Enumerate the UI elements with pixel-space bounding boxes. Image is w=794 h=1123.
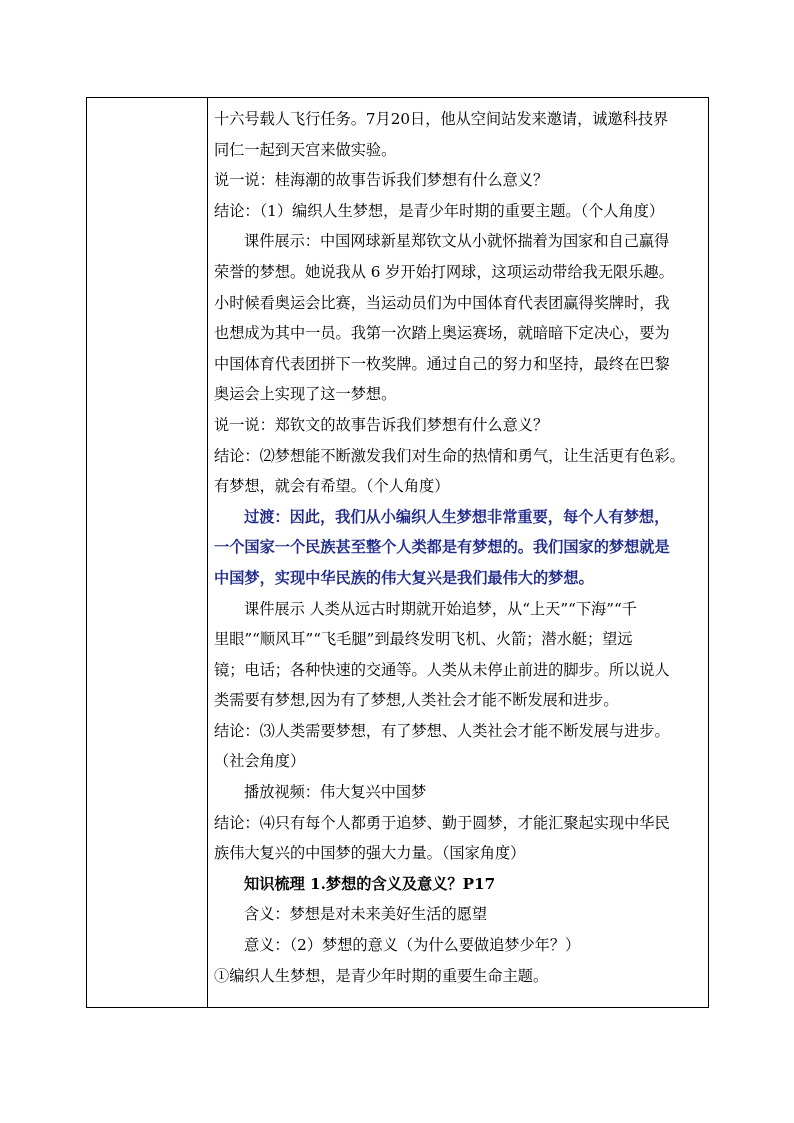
- text-line: ①编织人生梦想，是青少年时期的重要生命主题。: [214, 966, 549, 985]
- text-line: （社会角度）: [214, 752, 306, 771]
- text-line: 说一说：桂海潮的故事告诉我们梦想有什么意义？: [214, 171, 549, 190]
- text-line: 中国体育代表团拼下一枚奖牌。通过自己的努力和坚持，最终在巴黎: [214, 354, 670, 373]
- text-line: 知识梳理 1.梦想的含义及意义？P17: [244, 874, 496, 893]
- text-line: 有梦想，就会有希望。（个人角度）: [214, 477, 450, 496]
- text-line: 结论：⑶人类需要梦想，有了梦想、人类社会才能不断发展与进步。: [214, 721, 670, 740]
- text-line: 荣誉的梦想。她说我从 6 岁开始打网球，这项运动带给我无限乐趣。: [214, 262, 674, 281]
- text-line: 一个国家一个民族甚至整个人类都是有梦想的。我们国家的梦想就是: [214, 538, 670, 557]
- text-line: 意义：（2）梦想的意义（为什么要做追梦少年？）: [244, 936, 581, 955]
- text-line: 十六号载人飞行任务。7月20日，他从空间站发来邀请，诚邀科技界: [214, 110, 669, 128]
- text-line: 族伟大复兴的中国梦的强大力量。（国家角度）: [214, 844, 526, 863]
- text-line: 过渡：因此，我们从小编织人生梦想非常重要，每个人有梦想，: [244, 507, 670, 526]
- text-line: 也想成为其中一员。我第一次踏上奥运赛场，就暗暗下定决心，要为: [214, 324, 670, 343]
- text-line: 同仁一起到天宫来做实验。: [214, 140, 397, 159]
- text-line: 课件展示：中国网球新星郑钦文从小就怀揣着为国家和自己赢得: [244, 232, 670, 251]
- lesson-content-cell: [214, 104, 700, 991]
- text-line: 里眼”“顺风耳”“飞毛腿”到最终发明飞机、火箭；潜水艇；望远: [214, 630, 633, 649]
- text-line: 结论：⑵梦想能不断激发我们对生命的热情和勇气，让生活更有色彩。: [214, 446, 685, 465]
- text-line: 说一说：郑钦文的故事告诉我们梦想有什么意义？: [214, 415, 549, 434]
- text-line: 奥运会上实现了这一梦想。: [214, 385, 397, 404]
- text-line: 类需要有梦想,因为有了梦想,人类社会才能不断发展和进步。: [214, 691, 619, 710]
- text-line: 结论：（1）编织人生梦想，是青少年时期的重要主题。（个人角度）: [214, 201, 665, 220]
- text-line: 中国梦，实现中华民族的伟大复兴是我们最伟大的梦想。: [214, 568, 594, 587]
- lesson-table: [86, 97, 709, 1008]
- text-line: 含义：梦想是对未来美好生活的愿望: [244, 905, 487, 924]
- text-line: 镜；电话；各种快速的交通等。人类从未停止前进的脚步。所以说人: [214, 660, 670, 679]
- column-divider: [207, 98, 208, 1007]
- text-line: 结论：⑷只有每个人都勇于追梦、勤于圆梦，才能汇聚起实现中华民: [214, 813, 670, 832]
- text-line: 播放视频：伟大复兴中国梦: [244, 783, 427, 802]
- text-line: 小时候看奥运会比赛，当运动员们为中国体育代表团赢得奖牌时，我: [214, 293, 670, 312]
- text-line: 课件展示 人类从远古时期就开始追梦，从“上天”“下海”“千: [244, 599, 637, 618]
